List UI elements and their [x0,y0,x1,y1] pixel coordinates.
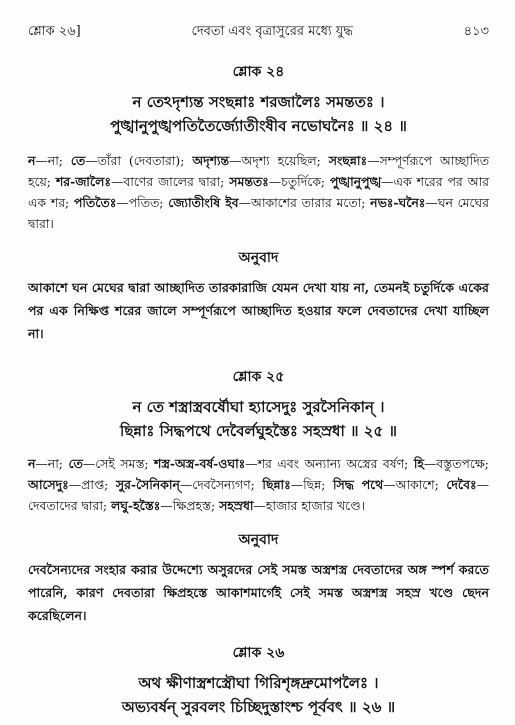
verse-line: অথ ক্ষীণাস্ত্রশস্ত্রৌঘা গিরিশৃঙ্গদ্রুমোপলৈঃ । [138,674,379,692]
synonym-meaning: —ঘন মেঘের দ্বারা। [28,195,489,231]
synonym-word: তে [70,153,86,168]
synonym-meaning: —শর এবং অন্যান্য অস্ত্রের বর্ষণ; [245,456,414,471]
synonym-word: ন [28,456,36,471]
translation-heading: অনুবাদ [238,250,279,266]
header-verse-ref: শ্লোক ২৬] [28,23,81,39]
synonym-meaning: —সম্পূর্ণরূপে আচ্ছাদিত হয়ে; [28,153,489,189]
synonym-word: শর-জালৈঃ [55,174,111,189]
synonym-meaning: —হাজার হাজার খণ্ডে। [253,498,366,513]
synonyms-24 [28,150,489,234]
synonym-meaning: —বাণের জালের দ্বারা; [110,174,230,189]
translation-24: আকাশে ঘন মেঘের দ্বারা আচ্ছাদিত তারকারাজি যেমন দেখা যায় না, তেমনই চতুর্দিকে একের পর এক নিক্ষিপ্ত শরের জালে সম্পূর্ণরূপে আচ্ছাদিত হওয়ার ফলে দেবতাদের দেখা যাচ্ছিল না। [28,280,489,341]
synonym-meaning: —পতিত; [116,195,169,210]
synonym-word: পুঙ্খানুপুঙ্খ [330,174,382,189]
synonym-meaning: —না; [35,456,69,471]
synonym-word: দেবৈঃ [446,477,477,492]
synonym-word: আসেদুঃ [28,477,69,492]
verse-heading-25: শ্লোক ২৫ [232,369,285,385]
synonym-word: সুর-সৈনিকান্ [115,477,180,492]
page-header [28,22,489,42]
synonym-meaning: —প্রাপ্ত; [68,477,116,492]
synonym-meaning: —বস্তুতপক্ষে; [423,456,489,471]
verse-line: ন তে শস্ত্রাস্ত্রবর্ষৌঘা হ্যাসেদুঃ সুরসৈনিকান্ । [132,398,385,416]
synonym-word: সিদ্ধ পথে [333,477,384,492]
synonyms-25 [28,453,489,516]
synonym-word: সংছন্নাঃ [328,153,368,168]
synonym-meaning: —অদৃশ্য হয়েছিল; [229,153,329,168]
verse-line: ন তেঽদৃশ্যন্ত সংছন্নাঃ শরজালৈঃ সমন্ততঃ । [132,93,385,111]
synonym-word: ছিন্নাঃ [262,477,291,492]
synonym-meaning: —চতুর্দিকে; [268,174,330,189]
synonym-meaning: —দেবসৈন্যগণ; [179,477,263,492]
synonym-word: সহস্রধা [219,498,254,513]
synonym-meaning: —সেই সমস্ত; [82,456,155,471]
verse-heading-26: শ্লোক ২৬ [232,645,285,661]
translation-25: দেবসৈন্যদের সংহার করার উদ্দেশ্যে অসুরদের সেই সমস্ত অস্ত্রশস্ত্র দেবতাদের অঙ্গ স্পর্শ করতে পারেনি, কারণ দেবতারা ক্ষিপ্রহস্তে আকাশমার্গেই সেই সমস্ত অস্ত্রশস্ত্র সহস্র খণ্ডে ছেদন করেছিলেন। [28,562,489,623]
synonym-word: তে [68,456,83,471]
synonym-meaning: —এক শরের পর আর এক শর; [28,174,489,210]
synonym-word: শস্ত্র-অস্ত্র-বর্ষ-ওঘাঃ [154,456,246,471]
synonym-word: লঘু-হস্তৈঃ [111,498,161,513]
verse-line: পুঙ্খানুপুঙ্খপতিতৈর্জ্যোতীংষীব নভোঘনৈঃ ॥ ২৪ ॥ [110,117,407,135]
synonym-word: পতিতৈঃ [73,195,117,210]
synonym-meaning: —তাঁরা (দেবতারা); [85,153,193,168]
synonym-word: সমন্ততঃ [229,174,269,189]
verse-heading-24: শ্লোক ২৪ [232,64,285,80]
synonym-meaning: —ছিন্ন; [290,477,333,492]
synonym-word: জ্যোতীংষি ইব [168,195,239,210]
synonym-word: ন [28,153,36,168]
synonym-meaning: —আকাশে; [383,477,447,492]
synonym-meaning: —না; [35,153,71,168]
synonym-meaning: —দেবতাদের দ্বারা; [28,477,489,513]
page-number: ৪১৩ [463,23,489,39]
synonym-meaning: —ক্ষিপ্রহস্ত; [160,498,220,513]
page-body [28,60,489,719]
translation-heading: অনুবাদ [238,532,279,548]
header-chapter-title: দেবতা এবং বৃত্রাসুরের মধ্যে যুদ্ধ [191,23,353,39]
synonym-meaning: —আকাশের তারার মতো; [238,195,371,210]
verse-line: ছিন্নাঃ সিদ্ধপথে দেবৈর্লঘুহস্তৈঃ সহস্রধা ॥ ২৫ ॥ [120,422,397,440]
verse-line: অভ্যবর্ষন্ সুরবলং চিচ্ছিদুস্তাংশ্চ পূর্ববৎ ॥ ২৬ ॥ [121,698,396,716]
synonym-word: অদৃশ্যন্ত [192,153,230,168]
synonym-word: হি [413,456,424,471]
synonym-word: নভঃ-ঘনৈঃ [370,195,426,210]
